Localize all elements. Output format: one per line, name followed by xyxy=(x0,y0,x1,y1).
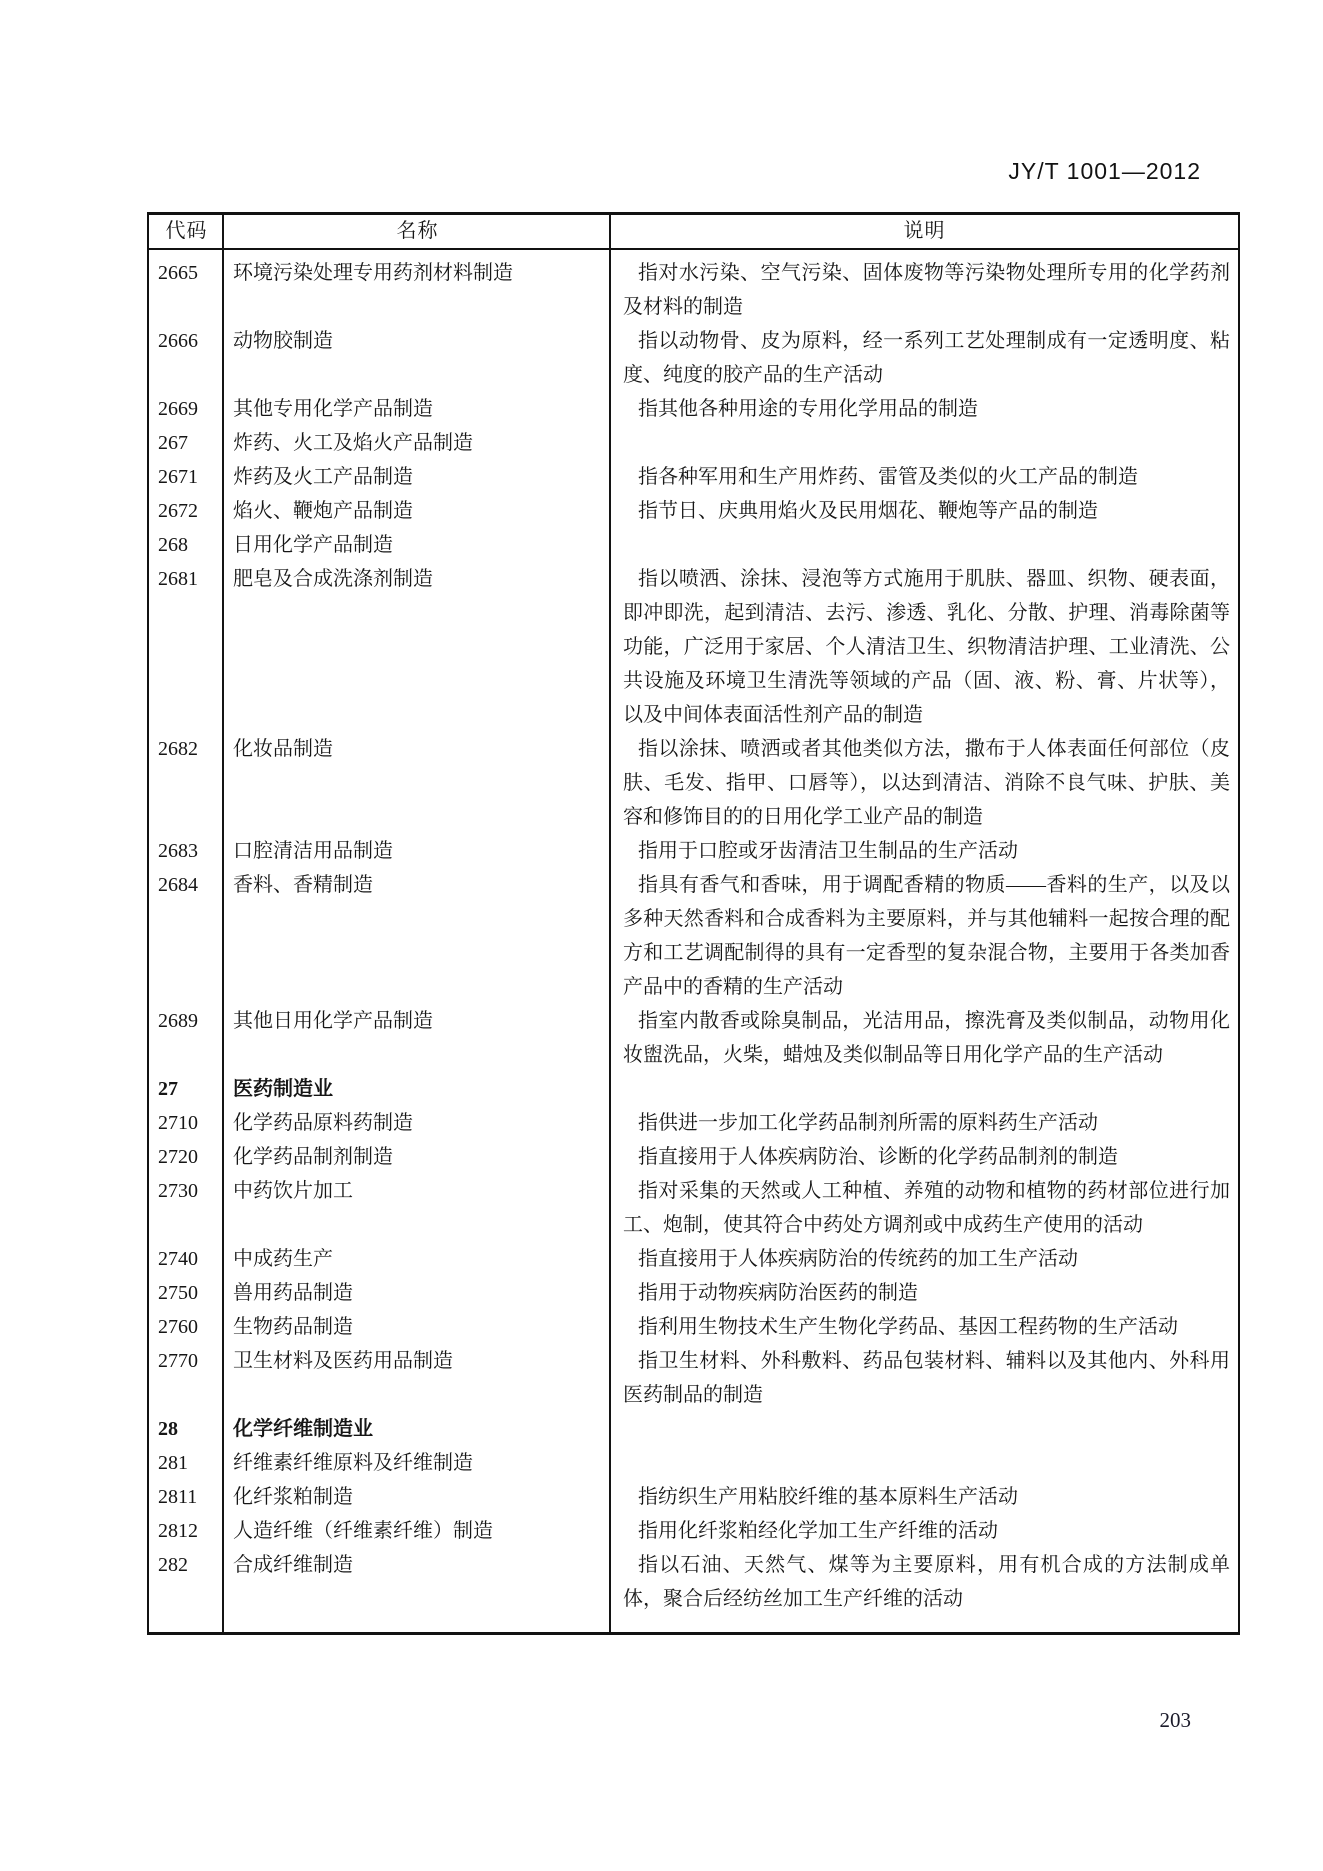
code-cell: 28 xyxy=(158,1418,178,1440)
table-row xyxy=(149,426,1238,460)
header-code: 代码 xyxy=(165,220,208,242)
table-row xyxy=(149,1276,1238,1310)
desc-cell xyxy=(611,1446,1238,1480)
desc-cell: 指室内散香或除臭制品，光洁用品，擦洗膏及类似制品，动物用化妆盥洗品，火柴，蜡烛及类似制品等日用化学产品的生产活动 xyxy=(623,1010,1230,1066)
table-row xyxy=(149,1480,1238,1514)
table-row xyxy=(149,392,1238,426)
desc-cell: 指节日、庆典用焰火及民用烟花、鞭炮等产品的制造 xyxy=(638,500,1098,522)
code-cell: 2750 xyxy=(158,1282,198,1304)
code-cell: 2740 xyxy=(158,1248,198,1270)
desc-cell: 指用化纤浆粕经化学加工生产纤维的活动 xyxy=(638,1520,998,1542)
table-row xyxy=(149,1242,1238,1276)
page-number: 203 xyxy=(1159,1708,1191,1732)
name-cell: 炸药及火工产品制造 xyxy=(233,466,413,488)
name-cell: 其他日用化学产品制造 xyxy=(233,1010,433,1032)
code-cell: 2812 xyxy=(158,1520,198,1542)
code-cell: 281 xyxy=(158,1452,188,1474)
code-cell: 2710 xyxy=(158,1112,198,1134)
code-cell: 2720 xyxy=(158,1146,198,1168)
desc-cell xyxy=(611,528,1238,562)
code-cell: 268 xyxy=(158,534,188,556)
code-cell: 2666 xyxy=(158,330,198,352)
code-cell: 2682 xyxy=(158,738,198,760)
name-cell: 炸药、火工及焰火产品制造 xyxy=(233,432,473,454)
code-cell: 2730 xyxy=(158,1180,198,1202)
name-cell: 中药饮片加工 xyxy=(233,1180,353,1202)
desc-cell: 指用于口腔或牙齿清洁卫生制品的生产活动 xyxy=(638,840,1018,862)
table-row xyxy=(149,1514,1238,1548)
desc-cell xyxy=(611,1412,1238,1446)
desc-cell: 指对水污染、空气污染、固体废物等污染物处理所专用的化学药剂及材料的制造 xyxy=(623,262,1230,318)
desc-cell: 指其他各种用途的专用化学用品的制造 xyxy=(638,398,978,420)
name-cell: 化妆品制造 xyxy=(233,738,333,760)
name-cell: 兽用药品制造 xyxy=(233,1282,353,1304)
desc-cell: 指利用生物技术生产生物化学药品、基因工程药物的生产活动 xyxy=(638,1316,1178,1338)
code-cell: 2665 xyxy=(158,262,198,284)
code-cell: 27 xyxy=(158,1078,178,1100)
name-cell: 肥皂及合成洗涤剂制造 xyxy=(233,568,433,590)
table-row xyxy=(149,1174,1238,1242)
table-row xyxy=(149,1140,1238,1174)
desc-cell xyxy=(611,1072,1238,1106)
code-cell: 267 xyxy=(158,432,188,454)
table-row xyxy=(149,494,1238,528)
code-cell: 2811 xyxy=(158,1486,198,1508)
name-cell: 化学纤维制造业 xyxy=(233,1418,373,1440)
header-name: 名称 xyxy=(396,220,439,242)
name-cell: 合成纤维制造 xyxy=(233,1554,353,1576)
table-body xyxy=(149,250,1238,1632)
desc-cell: 指直接用于人体疾病防治的传统药的加工生产活动 xyxy=(638,1248,1078,1270)
name-cell: 香料、香精制造 xyxy=(233,874,373,896)
code-cell: 282 xyxy=(158,1554,188,1576)
code-cell: 2671 xyxy=(158,466,198,488)
desc-cell: 指卫生材料、外科敷料、药品包装材料、辅料以及其他内、外科用医药制品的制造 xyxy=(623,1350,1230,1406)
table-row xyxy=(149,1412,1238,1446)
code-cell: 2684 xyxy=(158,874,198,896)
name-cell: 纤维素纤维原料及纤维制造 xyxy=(233,1452,473,1474)
table-row xyxy=(149,1072,1238,1106)
desc-cell: 指用于动物疾病防治医药的制造 xyxy=(638,1282,918,1304)
table-row xyxy=(149,1548,1238,1616)
name-cell: 其他专用化学产品制造 xyxy=(233,398,433,420)
table-row xyxy=(149,1344,1238,1412)
name-cell: 日用化学产品制造 xyxy=(233,534,393,556)
desc-cell: 指供进一步加工化学药品制剂所需的原料药生产活动 xyxy=(638,1112,1098,1134)
name-cell: 动物胶制造 xyxy=(233,330,333,352)
table-row xyxy=(149,324,1238,392)
code-cell: 2672 xyxy=(158,500,198,522)
code-cell: 2760 xyxy=(158,1316,198,1338)
desc-cell: 指以涂抹、喷洒或者其他类似方法，撒布于人体表面任何部位（皮肤、毛发、指甲、口唇等），以达到清洁、消除不良气味、护肤、美容和修饰目的的日用化学工业产品的制造 xyxy=(623,738,1230,828)
desc-cell: 指直接用于人体疾病防治、诊断的化学药品制剂的制造 xyxy=(638,1146,1118,1168)
standard-number: JY/T 1001—2012 xyxy=(1008,158,1201,184)
table-row xyxy=(149,1004,1238,1072)
name-cell: 化纤浆粕制造 xyxy=(233,1486,353,1508)
name-cell: 化学药品原料药制造 xyxy=(233,1112,413,1134)
desc-cell xyxy=(611,426,1238,460)
name-cell: 化学药品制剂制造 xyxy=(233,1146,393,1168)
desc-cell: 指具有香气和香味，用于调配香精的物质——香料的生产，以及以多种天然香料和合成香料为主要原料，并与其他辅料一起按合理的配方和工艺调配制得的具有一定香型的复杂混合物，主要用于各类加香产品中的香精的生产活动 xyxy=(623,874,1230,998)
name-cell: 医药制造业 xyxy=(233,1078,333,1100)
name-cell: 卫生材料及医药用品制造 xyxy=(233,1350,453,1372)
desc-cell: 指各种军用和生产用炸药、雷管及类似的火工产品的制造 xyxy=(638,466,1138,488)
code-cell: 2689 xyxy=(158,1010,198,1032)
desc-cell: 指以喷洒、涂抹、浸泡等方式施用于肌肤、器皿、织物、硬表面，即冲即洗，起到清洁、去污、渗透、乳化、分散、护理、消毒除菌等功能，广泛用于家居、个人清洁卫生、织物清洁护理、工业清洗、公共设施及环境卫生清洗等领域的产品（固、液、粉、膏、片状等），以及中间体表面活性剂产品的制造 xyxy=(623,568,1230,726)
desc-cell: 指以动物骨、皮为原料，经一系列工艺处理制成有一定透明度、粘度、纯度的胶产品的生产活动 xyxy=(623,330,1230,386)
table-row xyxy=(149,256,1238,324)
name-cell: 口腔清洁用品制造 xyxy=(233,840,393,862)
code-cell: 2669 xyxy=(158,398,198,420)
table-row xyxy=(149,732,1238,834)
table-header-row xyxy=(149,215,1238,250)
name-cell: 生物药品制造 xyxy=(233,1316,353,1338)
desc-cell: 指对采集的天然或人工种植、养殖的动物和植物的药材部位进行加工、炮制，使其符合中药处方调剂或中成药生产使用的活动 xyxy=(623,1180,1230,1236)
desc-cell: 指以石油、天然气、煤等为主要原料，用有机合成的方法制成单体，聚合后经纺丝加工生产纤维的活动 xyxy=(623,1554,1230,1610)
header-description: 说明 xyxy=(903,220,946,242)
table-row xyxy=(149,868,1238,1004)
table-row xyxy=(149,528,1238,562)
column-divider xyxy=(609,215,611,1632)
column-divider xyxy=(222,215,224,1632)
name-cell: 焰火、鞭炮产品制造 xyxy=(233,500,413,522)
table-row xyxy=(149,1446,1238,1480)
table-row xyxy=(149,460,1238,494)
name-cell: 人造纤维（纤维素纤维）制造 xyxy=(233,1520,493,1542)
code-cell: 2683 xyxy=(158,840,198,862)
table-row xyxy=(149,562,1238,732)
table-row xyxy=(149,1310,1238,1344)
table-row xyxy=(149,1106,1238,1140)
desc-cell: 指纺织生产用粘胶纤维的基本原料生产活动 xyxy=(638,1486,1018,1508)
code-cell: 2681 xyxy=(158,568,198,590)
name-cell: 环境污染处理专用药剂材料制造 xyxy=(233,262,513,284)
classification-table xyxy=(147,212,1240,1635)
code-cell: 2770 xyxy=(158,1350,198,1372)
name-cell: 中成药生产 xyxy=(233,1248,333,1270)
table-row xyxy=(149,834,1238,868)
